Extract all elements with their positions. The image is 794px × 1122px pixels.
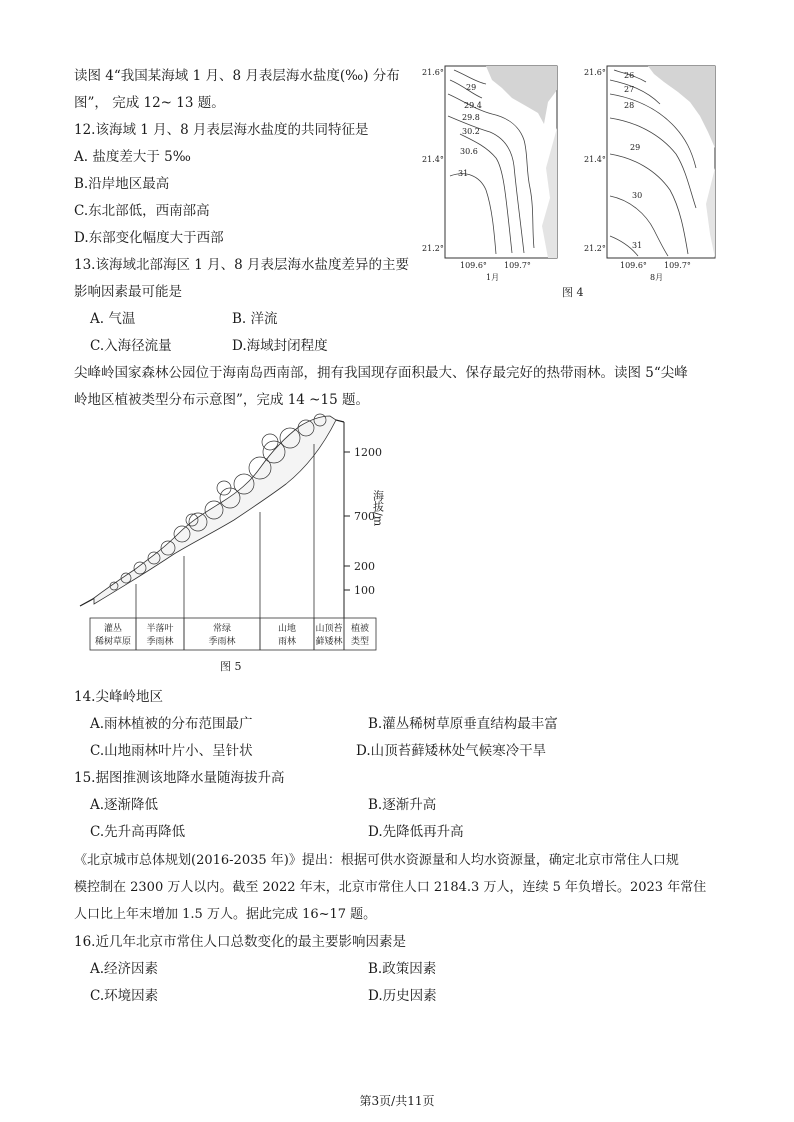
q13-option-b: B. 洋流 <box>232 311 278 327</box>
jan-lat-tick: 21.6° <box>422 68 444 77</box>
figure-4-caption: 图 4 <box>562 286 584 299</box>
q13-stem-line2: 影响因素最可能是 <box>74 284 182 300</box>
zone-label: 常绿 <box>212 624 232 634</box>
zone-label: 山顶苔 <box>315 624 343 634</box>
intro-beijing-line2: 模控制在 2300 万人以内。截至 2022 年末，北京市常住人口 2184.3 万人，连续 5 年负增长。2023 年常住 <box>74 880 707 895</box>
q12-option-b: B.沿岸地区最高 <box>74 176 170 192</box>
zone-label: 雨林 <box>277 637 297 647</box>
q15-stem: 15.据图推测该地降水量随海拔升高 <box>74 770 285 786</box>
zone-label: 季雨林 <box>146 637 174 647</box>
jan-lat-tick: 21.2° <box>422 244 444 253</box>
jan-iso-label: 29 <box>466 83 477 92</box>
intro-beijing-line1: 《北京城市总体规划(2016-2035 年)》提出：根据可供水资源量和人均水资源量，确定北京市常住人口规 <box>74 853 679 868</box>
tick-label: 100 <box>354 584 375 597</box>
q15-option-b: B.逐渐升高 <box>368 797 437 813</box>
aug-iso-label: 28 <box>624 101 635 110</box>
q12-stem: 12.该海域 1 月、8 月表层海水盐度的共同特征是 <box>74 122 369 138</box>
jan-lon-tick: 109.7° <box>504 261 531 270</box>
jan-lon-tick: 109.6° <box>460 261 487 270</box>
aug-iso-label: 31 <box>632 241 643 250</box>
aug-iso-label: 26 <box>624 71 635 80</box>
zone-label: 季雨林 <box>208 637 236 647</box>
aug-lon-tick: 109.7° <box>664 261 691 270</box>
jan-iso-label: 30.6 <box>460 147 478 156</box>
q14-stem: 14.尖峰岭地区 <box>74 689 163 705</box>
q12-option-a: A. 盐度差大于 5‰ <box>74 149 191 165</box>
map-january <box>422 66 557 282</box>
intro-fig4-line1: 读图 4“我国某海域 1 月、8 月表层海水盐度(‰) 分布 <box>74 68 400 84</box>
aug-lon-tick: 109.6° <box>620 261 647 270</box>
jan-iso-label: 30.2 <box>462 127 480 136</box>
axis-title: 海拔/m <box>371 490 385 527</box>
aug-lat-tick: 21.2° <box>584 244 606 253</box>
page-footer: 第3页/共11页 <box>359 1094 435 1108</box>
zone-label: 类型 <box>350 637 370 647</box>
aug-iso-label: 29 <box>630 143 641 152</box>
jan-iso-label: 29.8 <box>462 113 480 122</box>
intro-fig4-line2: 图”， 完成 12~ 13 题。 <box>74 95 225 111</box>
figure-5-vegetation-profile <box>74 408 394 678</box>
q12-option-c: C.东北部低，西南部高 <box>74 203 210 219</box>
q15-option-d: D.先降低再升高 <box>368 824 464 840</box>
aug-lat-tick: 21.6° <box>584 68 606 77</box>
q16-option-a: A.经济因素 <box>90 961 159 977</box>
zone-label: 灌丛 <box>103 624 123 634</box>
zone-label: 半落叶 <box>146 624 174 634</box>
q16-option-c: C.环境因素 <box>90 988 159 1004</box>
q13-stem-line1: 13.该海域北部海区 1 月、8 月表层海水盐度差异的主要 <box>74 257 410 273</box>
tick-label: 200 <box>354 560 375 573</box>
figure-4-salinity-maps <box>420 58 720 308</box>
q13-option-a: A. 气温 <box>90 311 136 327</box>
q13-option-d: D.海域封闭程度 <box>232 338 328 354</box>
q14-option-a: A.雨林植被的分布范围最广 <box>90 716 253 732</box>
aug-lat-tick: 21.4° <box>584 155 606 164</box>
zone-label: 藓矮林 <box>315 637 343 647</box>
figure-5-caption: 图 5 <box>220 660 242 673</box>
q14-option-d: D.山顶苔藓矮林处气候寒冷干旱 <box>356 743 547 759</box>
aug-iso-label: 27 <box>624 85 635 94</box>
q12-option-d: D.东部变化幅度大于西部 <box>74 230 224 246</box>
q14-option-b: B.灌丛稀树草原垂直结构最丰富 <box>368 716 558 732</box>
intro-fig5-line2: 岭地区植被类型分布示意图”，完成 14 ~15 题。 <box>74 392 369 408</box>
q13-option-c: C.入海径流量 <box>90 338 172 354</box>
aug-iso-label: 30 <box>632 191 643 200</box>
q16-option-b: B.政策因素 <box>368 961 437 977</box>
aug-map-label: 8月 <box>650 273 664 282</box>
intro-fig5-line1: 尖峰岭国家森林公园位于海南岛西南部，拥有我国现存面积最大、保存最完好的热带雨林。读图 5“尖峰 <box>74 365 688 381</box>
map-august <box>584 66 715 282</box>
jan-iso-label: 29.4 <box>464 101 482 110</box>
zone-label: 山地 <box>277 624 297 634</box>
q16-option-d: D.历史因素 <box>368 988 437 1004</box>
zone-label: 植被 <box>350 624 370 634</box>
tick-label: 700 <box>354 510 375 523</box>
tick-label: 1200 <box>354 446 382 459</box>
q14-option-c: C.山地雨林叶片小、呈针状 <box>90 743 253 759</box>
q15-option-a: A.逐渐降低 <box>90 797 159 813</box>
q16-stem: 16.近几年北京市常住人口总数变化的最主要影响因素是 <box>74 934 406 950</box>
jan-iso-label: 31 <box>458 169 469 178</box>
jan-lat-tick: 21.4° <box>422 155 444 164</box>
q15-option-c: C.先升高再降低 <box>90 824 186 840</box>
intro-beijing-line3: 人口比上年末增加 1.5 万人。据此完成 16~17 题。 <box>74 907 377 922</box>
jan-map-label: 1月 <box>486 273 500 282</box>
zone-label: 稀树草原 <box>94 637 132 647</box>
